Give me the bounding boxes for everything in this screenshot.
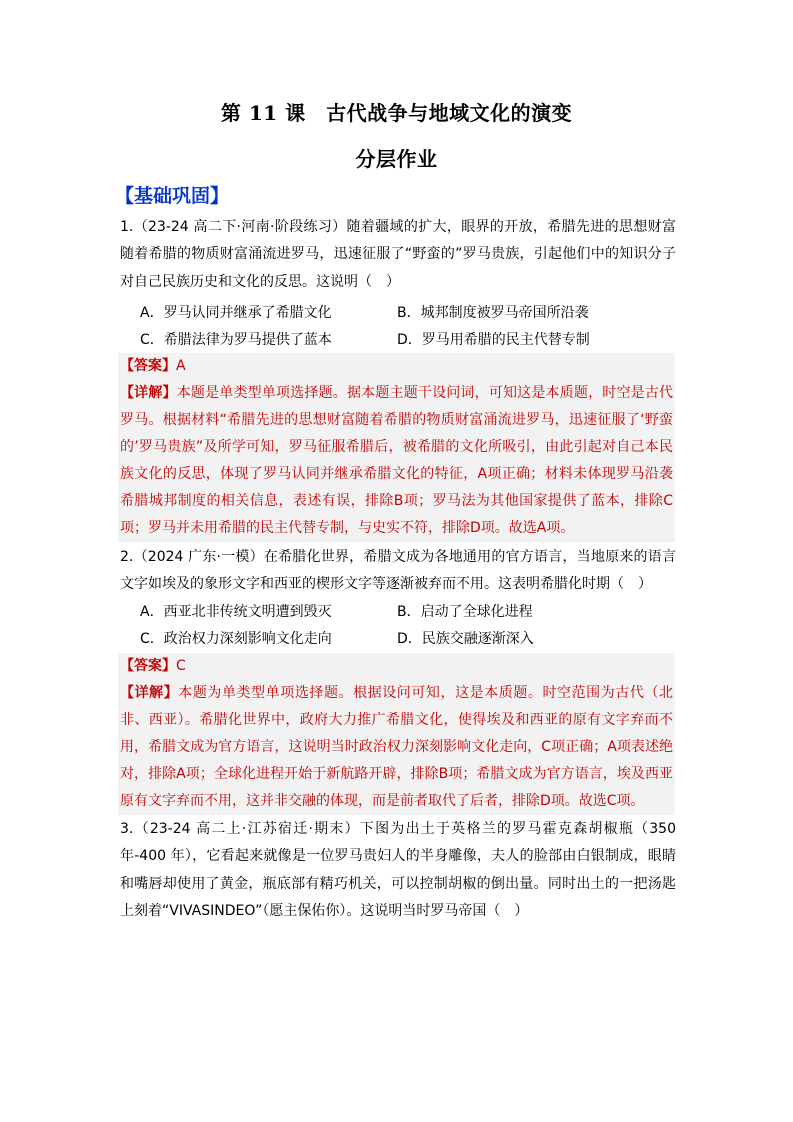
question-3-stem: 3.（23-24 高二上·江苏宿迁·期末）下图为出土于英格兰的罗马霍克森胡椒瓶（350 年-400 年），它看起来就像是一位罗马贵妇人的半身雕像，夫人的脸部由白银制成，眼睛和嘴唇却使用了黄金，瓶底部有精巧机关，可以控制胡椒的倒出量。同时出土的一把汤匙上刻着“VIVASINDEO”（愿主保佑你）。这说明当时罗马帝国（ ） [120,821,676,919]
lesson-title: 第 11 课 古代战争与地域文化的演变 [220,101,573,125]
answer-line: 【答案】C [120,658,186,674]
option-b: B．城邦制度被罗马帝国所沿袭 [397,305,589,321]
section-heading: 【基础巩固】 [115,185,230,207]
option-c: C．希腊法律为罗马提供了蓝本 [140,332,332,348]
option-a: A．西亚北非传统文明遭到毁灭 [140,604,332,620]
detail-explanation: 【详解】本题是单类型单项选择题。据本题主题干设问词，可知这是本质题，时空是古代罗马。根据材料“希腊先进的思想财富随着希腊的物质财富涌流进罗马，迅速征服了‘野蛮的’罗马贵族”及所学可知，罗马征服希腊后，被希腊的文化所吸引，由此引起对自己本民族文化的反思，体现了罗马认同并继承希腊文化的特征，A项正确；材料未体现罗马沿袭希腊城邦制度的相关信息，表述有误，排除B项；罗马法为其他国家提供了蓝本，排除C项；罗马并未用希腊的民主代替专制，与史实不符，排除D项。故选A项。 [120,385,674,536]
option-b: B．启动了全球化进程 [397,604,533,620]
question-2-options [140,601,680,655]
detail-explanation: 【详解】本题为单类型单项选择题。根据设问可知，这是本质题。时空范围为古代（北非、西亚）。希腊化世界中，政府大力推广希腊文化，使得埃及和西亚的原有文字弃而不用，希腊文成为官方语言，这说明当时政治权力深刻影响文化走向，C项正确；A项表述绝对，排除A项；全球化进程开始于新航路开辟，排除B项；希腊文成为官方语言，埃及西亚原有文字弃而不用，这并非交融的体现，而是前者取代了后者，排除D项。故选C项。 [120,685,674,809]
option-d: D．民族交融逐渐深入 [397,631,534,647]
option-a: A．罗马认同并继承了希腊文化 [140,305,332,321]
option-c: C．政治权力深刻影响文化走向 [140,631,332,647]
question-1-stem: 1.（23-24 高二下·河南·阶段练习）随着疆域的扩大，眼界的开放，希腊先进的思想财富随着希腊的物质财富涌流进罗马，迅速征服了“野蛮的”罗马贵族，引起他们中的知识分子对自己民族历史和文化的反思。这说明（ ） [120,219,676,290]
question-2-stem: 2.（2024 广东·一模）在希腊化世界，希腊文成为各地通用的官方语言，当地原来的语言文字如埃及的象形文字和西亚的楔形文字等逐渐被弃而不用。这表明希腊化时期（ ） [120,549,676,593]
lesson-subtitle: 分层作业 [355,147,438,171]
question-1-options [140,302,680,356]
option-d: D．罗马用希腊的民主代替专制 [397,332,590,348]
question-1-answer-box [118,353,675,542]
answer-line: 【答案】A [120,358,186,374]
question-2-answer-box [118,653,675,815]
